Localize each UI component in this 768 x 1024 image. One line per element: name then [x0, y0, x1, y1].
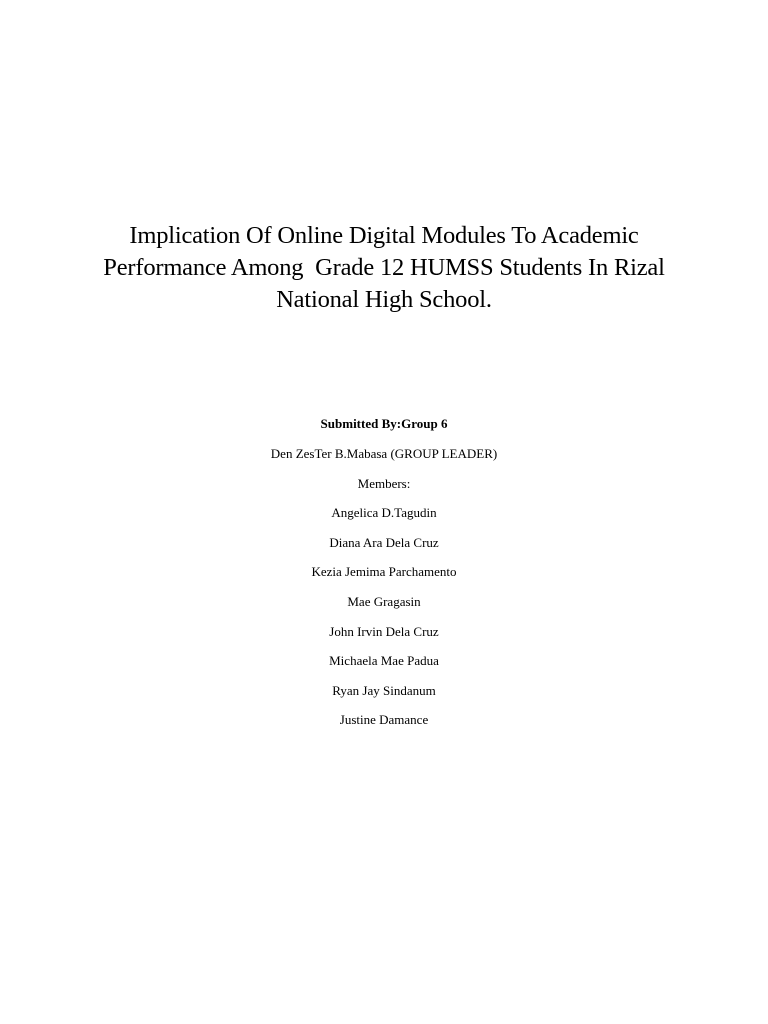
- member-name: Angelica D.Tagudin: [331, 505, 437, 521]
- member-name: Justine Damance: [339, 712, 429, 728]
- member-name: Ryan Jay Sindanum: [332, 682, 436, 698]
- member-name: Diana Ara Dela Cruz: [329, 534, 439, 550]
- member-name: John Irvin Dela Cruz: [329, 623, 439, 639]
- member-name: Michaela Mae Padua: [329, 653, 439, 669]
- group-roster: [0, 445, 768, 741]
- submitted-by-heading: Submitted By:Group 6: [320, 416, 448, 431]
- document-title: [40, 220, 728, 316]
- members-label: Members:: [357, 475, 411, 491]
- title-line-2: Performance Among Grade 12 HUMSS Students In Rizal: [103, 254, 665, 281]
- title-line-1: Implication Of Online Digital Modules To Academic: [129, 222, 639, 249]
- group-leader: Den ZesTer B.Mabasa (GROUP LEADER): [270, 446, 498, 461]
- member-name: Mae Gragasin: [347, 593, 421, 609]
- member-name: Kezia Jemima Parchamento: [311, 564, 457, 580]
- title-line-3: National High School.: [276, 286, 492, 313]
